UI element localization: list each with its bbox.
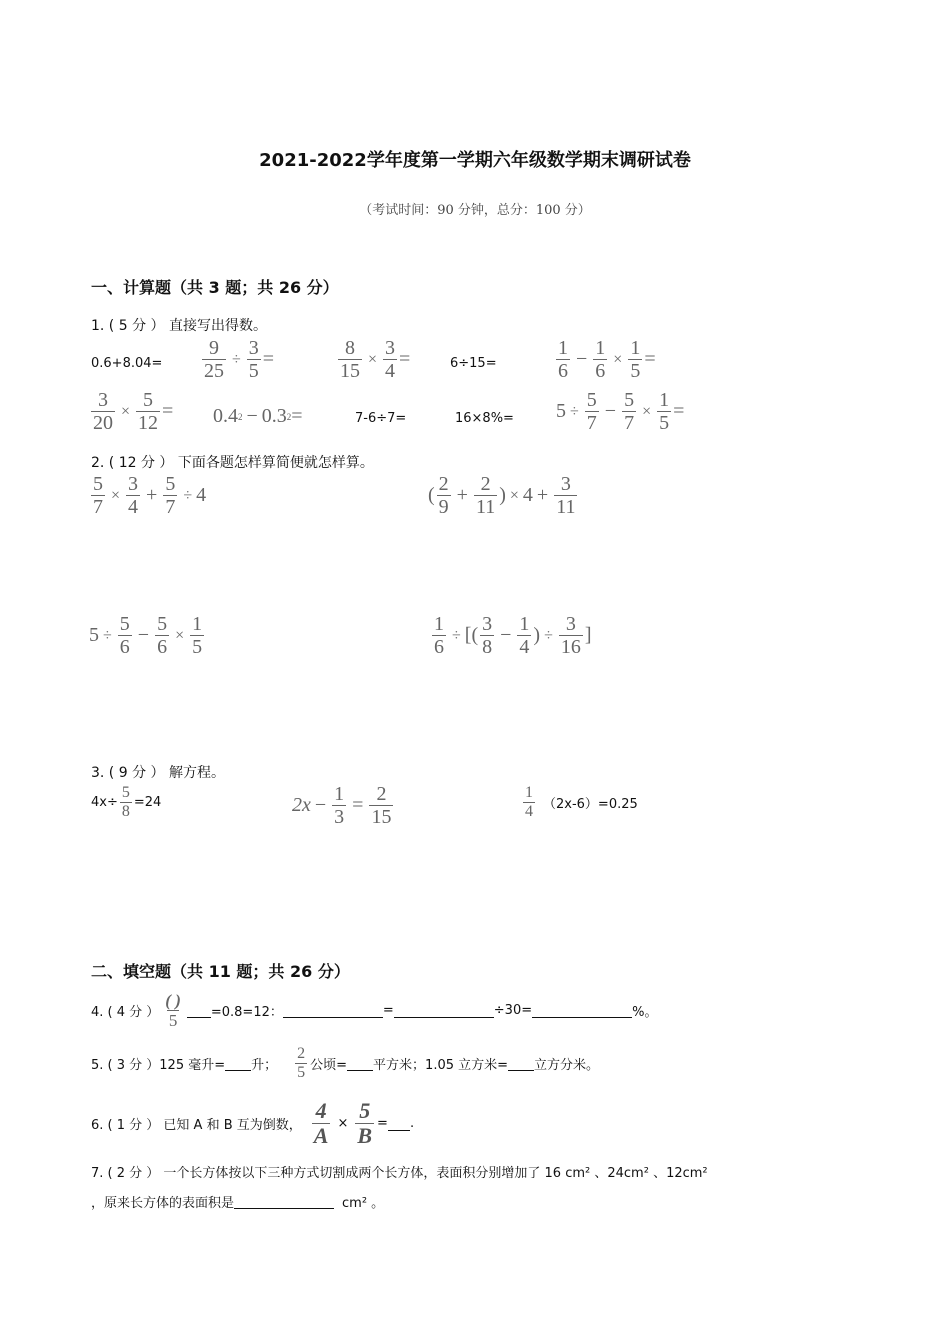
answer-blank[interactable] — [388, 1116, 410, 1131]
answer-blank[interactable] — [508, 1056, 534, 1071]
q1-item-a: 0.6+8.04= — [91, 356, 163, 371]
q1-fraction-expression-4: $\frac{3}{20}$ × $\frac{5}{12}$ = — [93, 389, 174, 434]
question-6: 6. ( 1 分 ） 已知 A 和 B 互为倒数， $\frac{4}{A}$ × $\frac{5}{B}$ = . — [91, 1098, 415, 1148]
q1-power-expression: 0.4 2 − 0.3 2 = — [213, 405, 303, 427]
q1-fraction-expression-1: $\frac{9}{25}$ ÷ $\frac{3}{5}$ = — [204, 337, 275, 382]
q3-equation-1: 4x÷ $\frac{5}{8}$ =24 — [91, 784, 162, 820]
q2-expression-3: 5 ÷ $\frac{5}{6}$ − $\frac{5}{6}$ × $\frac{1}{5}$ — [89, 613, 203, 658]
question-2-header: 2. ( 12 分 ） 下面各题怎样算简便就怎样算。 — [91, 455, 374, 471]
q1-item-c: 7-6÷7= — [355, 411, 407, 426]
section-heading-calculation: 一、计算题（共 3 题；共 26 分） — [91, 278, 339, 297]
question-5: 5. ( 3 分 ）125 毫升= 升； $\frac{2}{5}$ 公顷= 平方米；1.05 立方米= 立方分米。 — [91, 1045, 600, 1081]
question-3-header: 3. ( 9 分 ） 解方程。 — [91, 765, 225, 781]
q1-fraction-expression-6: 5 ÷ $\frac{5}{7}$ − $\frac{5}{7}$ × $\frac{1}{5}$ = — [556, 389, 685, 434]
answer-blank[interactable] — [394, 1003, 494, 1018]
q1-fraction-expression-2: $\frac{8}{15}$ × $\frac{3}{4}$ = — [340, 337, 411, 382]
q2-expression-4: $\frac{1}{6}$ ÷ [( $\frac{3}{8}$ − $\frac{1}{4}$ ) ÷ $\frac{3}{16}$ ] — [434, 613, 592, 658]
answer-blank[interactable] — [187, 1003, 211, 1018]
q1-item-b: 6÷15= — [450, 356, 497, 371]
question-4: 4. ( 4 分 ） $\frac{( )}{5}$ =0.8=12： = ÷30= %。 — [91, 991, 658, 1030]
q2-expression-2: ( $\frac{2}{9}$ + $\frac{2}{11}$ ) × 4 + $\frac{3}{11}$ — [428, 473, 576, 518]
question-1-header: 1. ( 5 分 ） 直接写出得数。 — [91, 318, 267, 334]
question-7-line-1: 7. ( 2 分 ） 一个长方体按以下三种方式切割成两个长方体，表面积分别增加了 16 cm² 、24cm² 、12cm² — [91, 1166, 708, 1181]
q1-item-d: 16×8%= — [455, 411, 514, 426]
q2-expression-1: $\frac{5}{7}$ × $\frac{3}{4}$ + $\frac{5}{7}$ ÷ 4 — [93, 473, 207, 518]
question-7-line-2: ，原来长方体的表面积是 cm² 。 — [91, 1196, 385, 1211]
q1-fraction-expression-3: $\frac{1}{6}$ − $\frac{1}{6}$ × $\frac{1}{5}$ = — [558, 337, 656, 382]
q3-equation-3: $\frac{1}{4}$ （2x-6）=0.25 — [525, 784, 638, 820]
section-heading-fill-in: 二、填空题（共 11 题；共 26 分） — [91, 962, 350, 981]
page-title: 2021-2022学年度第一学期六年级数学期末调研试卷 — [259, 150, 691, 171]
q3-equation-2: 2x − $\frac{1}{3}$ = $\frac{2}{15}$ — [292, 783, 392, 828]
page-subtitle: （考试时间：90 分钟，总分：100 分） — [359, 203, 591, 218]
answer-blank[interactable] — [283, 1003, 383, 1018]
answer-blank[interactable] — [234, 1194, 334, 1209]
answer-blank[interactable] — [225, 1056, 251, 1071]
answer-blank[interactable] — [532, 1003, 632, 1018]
answer-blank[interactable] — [347, 1056, 373, 1071]
